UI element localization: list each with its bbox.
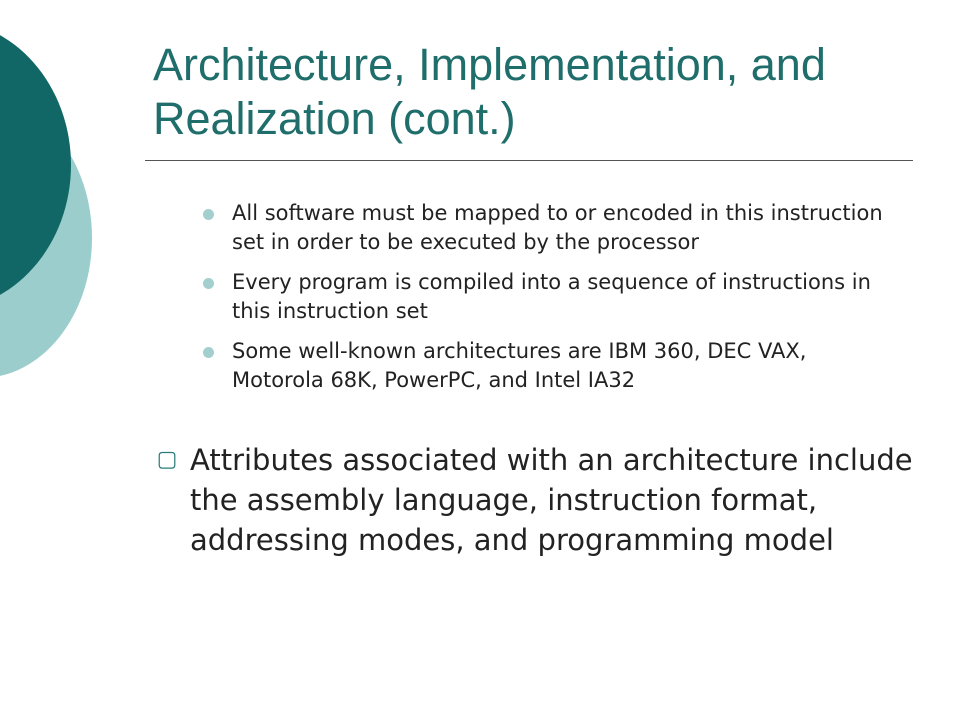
bullet-dot-icon — [203, 278, 214, 289]
main-bullet-item — [155, 440, 930, 560]
sub-bullet-text: All software must be mapped to or encoded in this instruction set in order to be executed by the processor — [232, 201, 883, 254]
bullet-dot-icon — [203, 347, 214, 358]
sub-bullet-item — [200, 337, 900, 395]
sub-bullet-text: Every program is compiled into a sequence of instructions in this instruction set — [232, 270, 871, 323]
sub-bullet-text: Some well-known architectures are IBM 360, DEC VAX, Motorola 68K, PowerPC, and Intel IA32 — [232, 339, 807, 392]
sub-bullet-list — [200, 199, 900, 406]
sub-bullet-item — [200, 268, 900, 326]
slide-title: Architecture, Implementation, and Realization (cont.) — [153, 39, 826, 144]
bullet-dot-icon — [203, 209, 214, 220]
title-divider — [145, 160, 913, 161]
sub-bullet-item — [200, 199, 900, 257]
main-bullet-text: Attributes associated with an architecture include the assembly language, instruction format, addressing modes, and programming model — [190, 443, 913, 557]
hollow-square-bullet-icon: ▢ — [156, 447, 178, 472]
